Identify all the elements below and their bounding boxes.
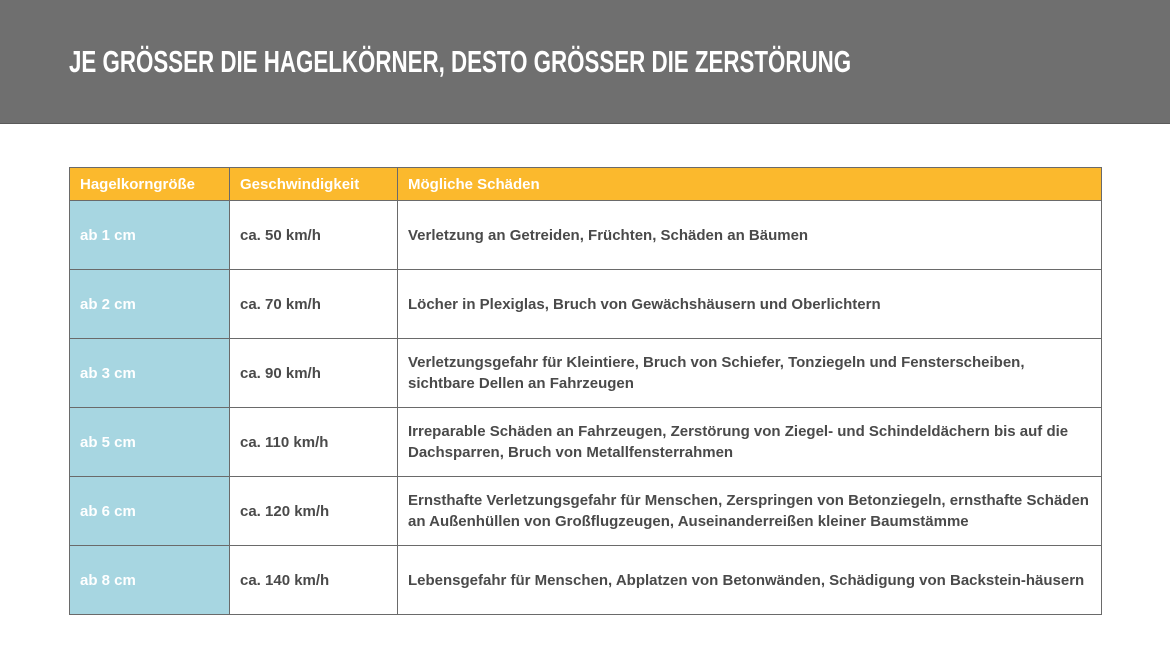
damage-cell: Lebensgefahr für Menschen, Abplatzen von Betonwänden, Schädigung von Backstein-häusern	[398, 546, 1102, 615]
table-row	[70, 339, 1102, 408]
damage-cell: Verletzungsgefahr für Kleintiere, Bruch von Schiefer, Tonziegeln und Fensterscheiben, sichtbare Dellen an Fahrzeugen	[398, 339, 1102, 408]
damage-cell: Löcher in Plexiglas, Bruch von Gewächshäusern und Oberlichtern	[398, 270, 1102, 339]
title-banner	[0, 0, 1170, 124]
size-cell: ab 1 cm	[70, 201, 230, 270]
table-row	[70, 408, 1102, 477]
table-header-row	[70, 168, 1102, 201]
table-row	[70, 201, 1102, 270]
size-cell: ab 6 cm	[70, 477, 230, 546]
speed-cell: ca. 50 km/h	[230, 201, 398, 270]
size-cell: ab 8 cm	[70, 546, 230, 615]
size-cell: ab 2 cm	[70, 270, 230, 339]
size-cell: ab 5 cm	[70, 408, 230, 477]
table-row	[70, 546, 1102, 615]
speed-cell: ca. 110 km/h	[230, 408, 398, 477]
speed-cell: ca. 70 km/h	[230, 270, 398, 339]
speed-cell: ca. 120 km/h	[230, 477, 398, 546]
speed-cell: ca. 90 km/h	[230, 339, 398, 408]
damage-cell: Irreparable Schäden an Fahrzeugen, Zerstörung von Ziegel- und Schindeldächern bis auf die Dachsparren, Bruch von Metallfensterrahmen	[398, 408, 1102, 477]
table-row	[70, 270, 1102, 339]
table-row	[70, 477, 1102, 546]
header-speed: Geschwindigkeit	[230, 168, 398, 201]
damage-cell: Verletzung an Getreiden, Früchten, Schäden an Bäumen	[398, 201, 1102, 270]
hail-damage-table	[69, 167, 1102, 615]
header-damage: Mögliche Schäden	[398, 168, 1102, 201]
header-size: Hagelkorngröße	[70, 168, 230, 201]
speed-cell: ca. 140 km/h	[230, 546, 398, 615]
size-cell: ab 3 cm	[70, 339, 230, 408]
page-title: JE GRÖSSER DIE HAGELKÖRNER, DESTO GRÖSSER DIE ZERSTÖRUNG	[69, 44, 852, 79]
damage-cell: Ernsthafte Verletzungsgefahr für Menschen, Zerspringen von Betonziegeln, ernsthafte Schäden an Außenhüllen von Großflugzeugen, Auseinanderreißen kleiner Baumstämme	[398, 477, 1102, 546]
